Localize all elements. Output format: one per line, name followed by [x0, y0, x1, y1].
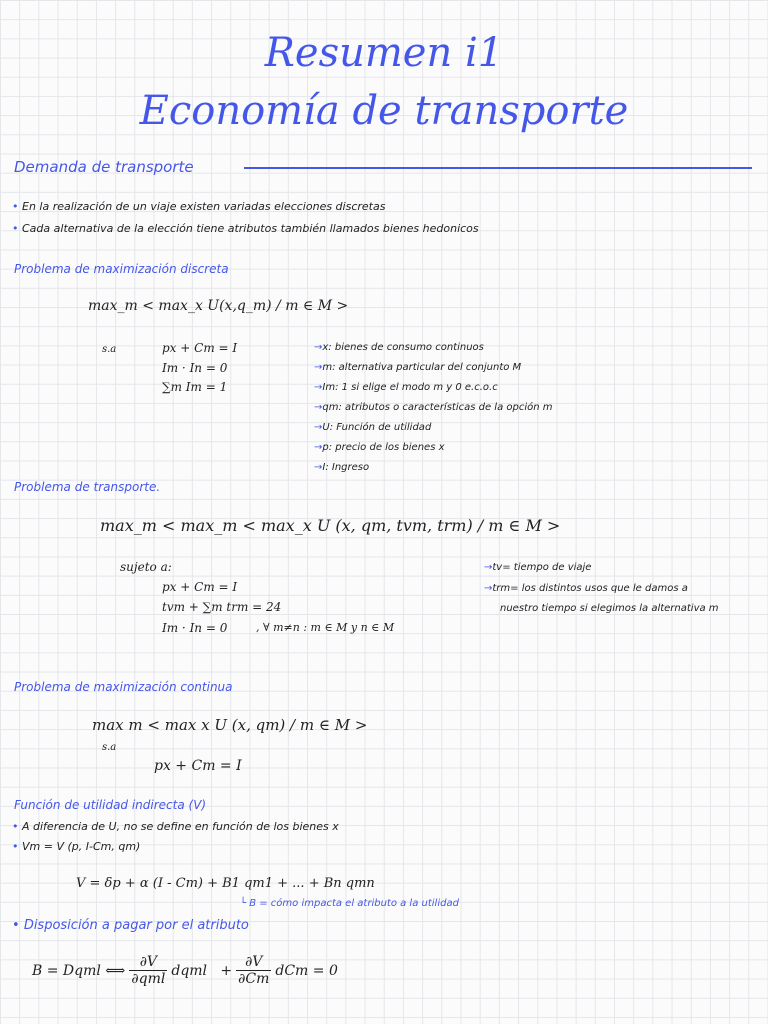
legend-item: →Im: 1 si elige el modo m y 0 e.c.o.c [314, 382, 498, 393]
legend-item: →p: precio de los bienes x [314, 442, 445, 453]
constraint: px + Cm = I [162, 580, 238, 594]
legend-item: →m: alternativa particular del conjunto M [314, 362, 522, 373]
legend-item: →tv= tiempo de viaje [484, 562, 592, 573]
constraint: tvm + ∑m trm = 24 [162, 600, 282, 614]
bullet-item: • Vm = V (p, I-Cm, qm) [12, 840, 141, 853]
header-underline [244, 167, 752, 169]
section-header-text: Disposición a pagar por el atributo [23, 918, 249, 933]
constraint: Im · In = 0 [162, 361, 228, 375]
legend-item: →x: bienes de consumo continuos [314, 342, 484, 353]
fraction-dv-dqml: $\frac{\partial V}{\text{∂qml}}$ [131, 954, 166, 987]
bullet-item: • A diferencia de U, no se define en función de los bienes x [12, 820, 339, 833]
wtp-equation [32, 954, 338, 987]
section-header-max-continua: Problema de maximización continua [14, 680, 233, 694]
section-header-utilidad-indirecta: Función de utilidad indirecta (V) [14, 798, 207, 812]
objective-continua: max m < max x U (x, qm) / m ∈ M > [92, 716, 368, 734]
section-header-transporte: Problema de transporte. [14, 480, 161, 494]
constraint: Im · In = 0 [162, 621, 228, 635]
legend-item: →I: Ingreso [314, 462, 370, 473]
objective-discreta: max_m < max_x U(x,q_m) / m ∈ M > [88, 298, 349, 314]
wtp-rhs: dCm = 0 [275, 962, 338, 979]
bullet-item: • En la realización de un viaje existen variadas elecciones discretas [12, 200, 386, 213]
legend-item: →U: Función de utilidad [314, 422, 432, 433]
subject-to: s.a [102, 742, 117, 753]
constraint: ∑m Im = 1 [162, 380, 228, 394]
wtp-lhs: B = Dqml ⟺ [32, 962, 126, 979]
annotation-note: └ B = cómo impacta el atributo a la utilidad [240, 898, 459, 909]
subject-to: s.a [102, 344, 117, 355]
legend-item: →trm= los distintos usos que le damos a [484, 583, 688, 594]
page-title-line2: Economía de transporte [139, 88, 629, 134]
fraction-dv-dcm: $\frac{\partial V}{\partial Cm}$ [238, 954, 270, 987]
bullet-marker: • [12, 918, 20, 933]
legend-item: nuestro tiempo si elegimos la alternativa m [500, 603, 719, 614]
section-header-disposicion [12, 918, 249, 933]
legend-item: →qm: atributos o características de la opción m [314, 402, 553, 413]
page-title-line1: Resumen i1 [264, 30, 504, 76]
constraint: px + Cm = I [162, 341, 238, 355]
forall-condition: , ∀ m≠n : m ∈ M y n ∈ M [256, 621, 395, 634]
section-header-max-discreta: Problema de maximización discreta [14, 262, 229, 276]
subject-to: sujeto a: [120, 560, 172, 574]
objective-transporte: max_m < max_m < max_x U (x, qm, tvm, trm) / m ∈ M > [100, 516, 561, 535]
section-header-demanda: Demanda de transporte [14, 158, 194, 176]
bullet-item: • Cada alternativa de la elección tiene atributos también llamados bienes hedonicos [12, 222, 479, 235]
utility-equation: V = δp + α (I - Cm) + B1 qm1 + ... + Bn qmn [76, 876, 375, 891]
constraint: px + Cm = I [154, 758, 242, 774]
wtp-mid: dqml + [171, 962, 233, 979]
